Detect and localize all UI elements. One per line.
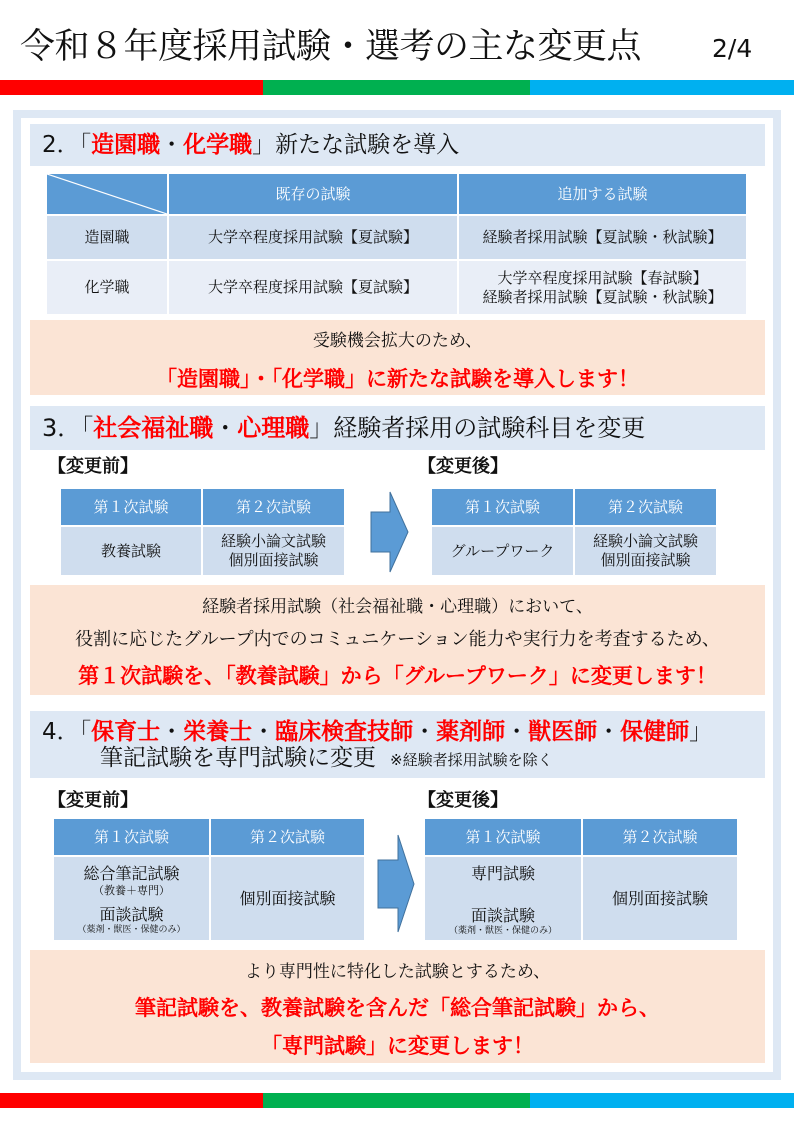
- section4-title-job: 保育士: [91, 719, 161, 745]
- column-header-second-exam: 第２次試験: [203, 489, 344, 525]
- section4-title-prefix: 4．「: [42, 719, 92, 745]
- section2-title-prefix: 2．「: [42, 132, 92, 158]
- section4-header: [30, 711, 765, 778]
- column-header-second-exam: 第２次試験: [211, 819, 364, 855]
- stripe-blue-segment: [530, 1093, 794, 1108]
- page-indicator: 2/4: [712, 34, 753, 63]
- section3-after-table: [432, 489, 716, 575]
- right-arrow-icon: [377, 834, 417, 934]
- section2-title-suffix: 」新たな試験を導入: [252, 132, 460, 158]
- cell-line: 専門試験: [470, 864, 535, 883]
- column-header-first-exam: 第１次試験: [61, 489, 201, 525]
- cell-line: 大学卒程度採用試験【夏試験】: [207, 228, 418, 246]
- section2-table: [47, 174, 746, 314]
- section4-note: ※経験者採用試験を除く: [390, 751, 553, 769]
- section4-title-job: 栄養士: [183, 719, 253, 745]
- section4-title-separator: ・: [597, 719, 621, 745]
- cell-line: 総合筆記試験: [83, 864, 180, 883]
- diagonal-line-icon: [47, 174, 167, 214]
- section3-header: [30, 406, 765, 450]
- first-exam-cell: [54, 857, 209, 940]
- section4-before-table: [54, 819, 364, 940]
- column-header-second-exam: 第２次試験: [583, 819, 737, 855]
- right-arrow-icon: [370, 491, 410, 574]
- section3-title-job-1: 社会福祉職: [93, 414, 214, 442]
- section2-title-job-2: 化学職: [183, 132, 253, 158]
- cell-line: 個別面接試験: [239, 888, 336, 908]
- cell-line: 面談試験: [99, 905, 164, 924]
- section3-before-table: [61, 489, 344, 575]
- section3-title: [42, 406, 765, 450]
- stripe-blue-segment: [530, 80, 794, 95]
- section2-title-separator: ・: [160, 132, 184, 158]
- cell-line: 大学卒程度採用試験【春試験】: [497, 268, 708, 287]
- top-color-stripe: [0, 80, 794, 95]
- section4-title-job: 保健師: [620, 719, 690, 745]
- section2-title: [42, 124, 765, 166]
- first-exam-cell: [425, 857, 581, 940]
- second-exam-cell: [575, 527, 716, 575]
- column-header-first-exam: 第１次試験: [425, 819, 581, 855]
- column-header-added: 追加する試験: [459, 174, 746, 214]
- cell-line: 個別面接試験: [228, 551, 319, 569]
- section4-before-label: 【変更前】: [48, 790, 138, 811]
- notice-line: 経験者採用試験（社会福祉職・心理職）において、: [202, 597, 593, 617]
- cell-line: 個別面接試験: [611, 888, 708, 908]
- table-row-job: 化学職: [47, 261, 167, 314]
- cell-line: 教養試験: [100, 541, 161, 560]
- notice-highlight-line: 「造園職」・「化学職」に新たな試験を導入します！: [156, 367, 639, 391]
- first-exam-cell: [61, 527, 201, 575]
- section4-title-separator: ・: [252, 719, 276, 745]
- notice-highlight-line: 第１次試験を、「教養試験」から「グループワーク」に変更します！: [78, 664, 717, 688]
- cell-subline: （薬剤・獣医・保健のみ）: [448, 926, 557, 936]
- column-header-second-exam: 第２次試験: [575, 489, 716, 525]
- bottom-color-stripe: [0, 1093, 794, 1108]
- section3-title-suffix: 」経験者採用の試験科目を変更: [309, 414, 646, 442]
- notice-line: 受験機会拡大のため、: [312, 331, 483, 351]
- section3-title-prefix: 3．「: [42, 414, 94, 442]
- stripe-green-segment: [263, 1093, 530, 1108]
- cell-line: 経験者採用試験【夏試験・秋試験】: [482, 228, 723, 246]
- table-cell-added: [459, 216, 746, 259]
- stripe-green-segment: [263, 80, 530, 95]
- cell-line: 大学卒程度採用試験【夏試験】: [207, 278, 418, 296]
- section4-after-table: [425, 819, 737, 940]
- section2-header: [30, 124, 765, 166]
- stripe-red-segment: [0, 80, 263, 95]
- notice-line: より専門性に特化した試験とするため、: [244, 962, 551, 982]
- cell-line: 経験小論文試験: [592, 532, 698, 550]
- second-exam-cell: [211, 857, 364, 940]
- table-cell-added: [459, 261, 746, 314]
- section4-title-job: 薬剤師: [436, 719, 506, 745]
- section3-notice-box: [30, 585, 765, 695]
- section4-title: [42, 711, 765, 745]
- section4-title-separator: ・: [160, 719, 184, 745]
- page-title: 令和８年度採用試験・選考の主な変更点: [20, 27, 642, 67]
- notice-highlight-line: 「専門試験」に変更します！: [261, 1034, 534, 1058]
- section3-title-job-2: 心理職: [237, 414, 310, 442]
- cell-line: 面談試験: [470, 906, 535, 925]
- cell-line: グループワーク: [450, 541, 555, 560]
- column-header-first-exam: 第１次試験: [432, 489, 573, 525]
- section4-subtitle: [42, 745, 765, 773]
- second-exam-cell: [583, 857, 737, 940]
- table-row-job: 造園職: [47, 216, 167, 259]
- column-header-first-exam: 第１次試験: [54, 819, 209, 855]
- notice-highlight-line: 筆記試験を、教養試験を含んだ「総合筆記試験」から、: [135, 996, 660, 1020]
- section3-title-separator: ・: [213, 414, 238, 442]
- cell-line: 経験者採用試験【夏試験・秋試験】: [482, 287, 723, 306]
- section4-title-suffix: 」: [689, 719, 713, 745]
- section4-title-separator: ・: [413, 719, 437, 745]
- section4-after-label: 【変更後】: [418, 790, 508, 811]
- column-header-existing: 既存の試験: [169, 174, 457, 214]
- section4-subtitle-text: 筆記試験を専門試験に変更: [100, 745, 376, 771]
- table-cell-existing: [169, 216, 457, 259]
- cell-line: 経験小論文試験: [220, 532, 326, 550]
- cell-subline: （教養＋専門）: [93, 884, 170, 897]
- stripe-red-segment: [0, 1093, 263, 1108]
- second-exam-cell: [203, 527, 344, 575]
- section3-before-label: 【変更前】: [48, 456, 138, 477]
- first-exam-cell: [432, 527, 573, 575]
- table-corner-cell: [47, 174, 167, 214]
- section4-title-job: 臨床検査技師: [275, 719, 414, 745]
- section2-notice-box: [30, 320, 765, 395]
- section4-notice-box: [30, 950, 765, 1063]
- section4-title-separator: ・: [505, 719, 529, 745]
- section2-title-job-1: 造園職: [91, 132, 161, 158]
- section4-title-job: 獣医師: [528, 719, 598, 745]
- cell-line: 個別面接試験: [600, 551, 691, 569]
- section3-after-label: 【変更後】: [418, 456, 508, 477]
- table-cell-existing: [169, 261, 457, 314]
- cell-subline: （薬剤・獣医・保健のみ）: [77, 925, 186, 935]
- notice-line: 役割に応じたグループ内でのコミュニケーション能力や実行力を考査するため、: [75, 629, 720, 650]
